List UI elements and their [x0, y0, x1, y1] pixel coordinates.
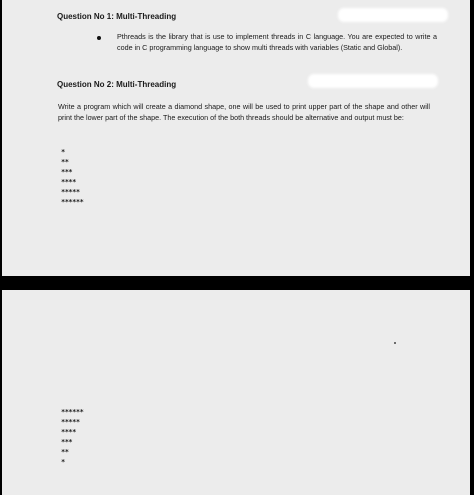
document-page-2	[2, 290, 470, 495]
document-page-1	[2, 0, 470, 276]
star-row: **	[61, 158, 69, 166]
question-1-text: Pthreads is the library that is use to implement threads in C language. You are expected to write a code in C programming language to show multi threads with variables (Static and Global).	[117, 32, 437, 52]
star-row: ****	[61, 178, 76, 186]
star-row: ****	[61, 428, 76, 436]
star-row: ******	[61, 198, 84, 206]
star-row: *	[61, 458, 65, 466]
star-row: *****	[61, 418, 80, 426]
redaction-mark	[308, 74, 438, 88]
star-row: ***	[61, 438, 73, 446]
star-row: *	[61, 148, 65, 156]
star-row: ******	[61, 408, 84, 416]
star-row: **	[61, 448, 69, 456]
star-row: ***	[61, 168, 73, 176]
redaction-mark	[338, 8, 448, 22]
question-2-text: Write a program which will create a diamond shape, one will be used to print upper part of the shape and other will print the lower part of the shape. The execution of the both threads should be alternative and output must be:	[58, 102, 430, 122]
diamond-lower-output	[61, 407, 83, 467]
bullet-icon	[97, 36, 101, 40]
stray-mark	[394, 342, 396, 344]
question-2-title: Question No 2: Multi-Threading	[57, 80, 177, 89]
diamond-upper-output	[61, 147, 83, 207]
question-1-title: Question No 1: Multi-Threading	[57, 12, 177, 21]
star-row: *****	[61, 188, 80, 196]
